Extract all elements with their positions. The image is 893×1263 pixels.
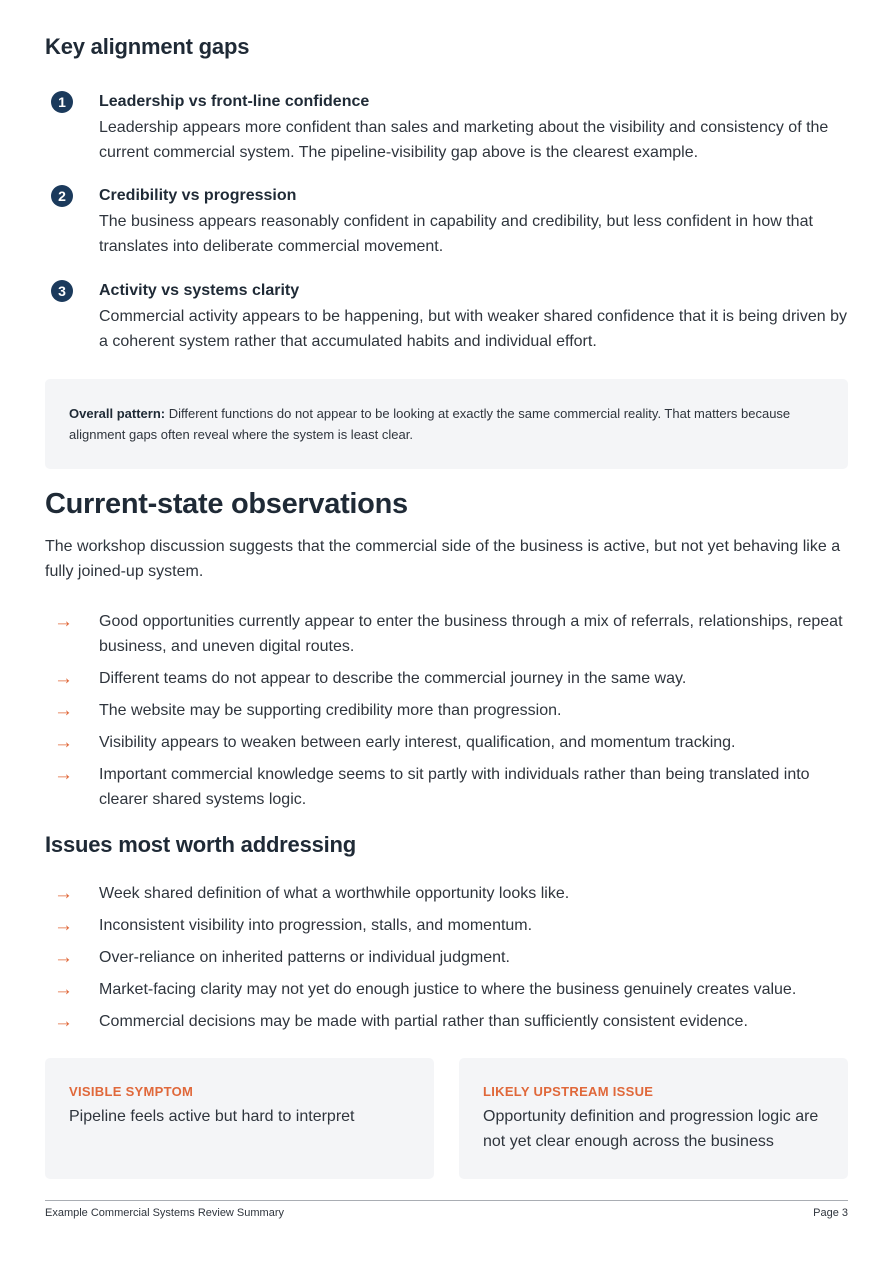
- alignment-section-heading: Key alignment gaps: [45, 34, 250, 59]
- list-item: [45, 881, 848, 906]
- observations-list: [45, 609, 848, 819]
- visible-symptom-card: [45, 1058, 434, 1179]
- gap-description: Commercial activity appears to be happening, but with weaker shared confidence that it is being driven by a coherent system rather that accumulated habits and individual effort.: [99, 308, 847, 350]
- alignment-gap-item: [45, 280, 848, 354]
- arrow-right-icon: →: [54, 700, 73, 721]
- overall-pattern-callout: [45, 379, 848, 469]
- number-badge-icon: 3: [51, 280, 73, 302]
- list-item: [45, 730, 848, 755]
- list-item: [45, 913, 848, 938]
- list-item: [45, 609, 848, 659]
- arrow-right-icon: →: [54, 883, 73, 904]
- gap-title: Leadership vs front-line confidence: [99, 93, 370, 110]
- list-item-text: Inconsistent visibility into progression, stalls, and momentum.: [99, 917, 533, 934]
- arrow-right-icon: →: [54, 764, 73, 785]
- arrow-right-icon: →: [54, 1011, 73, 1032]
- arrow-right-icon: →: [54, 732, 73, 753]
- alignment-gap-item: [45, 91, 848, 165]
- number-badge-icon: 1: [51, 91, 73, 113]
- list-item-text: Commercial decisions may be made with partial rather than sufficiently consistent evidence.: [99, 1013, 748, 1030]
- arrow-right-icon: →: [54, 947, 73, 968]
- arrow-right-icon: →: [54, 611, 73, 632]
- list-item: [45, 698, 848, 723]
- gap-description: The business appears reasonably confident in capability and credibility, but less confident in how that translates into deliberate commercial movement.: [99, 213, 813, 255]
- arrow-right-icon: →: [54, 668, 73, 689]
- list-item-text: Different teams do not appear to describe the commercial journey in the same way.: [99, 670, 687, 687]
- observations-section-heading: Current-state observations: [45, 488, 408, 520]
- list-item: [45, 945, 848, 970]
- card-text: Pipeline feels active but hard to interpret: [69, 1108, 355, 1125]
- issues-section-title-wrap: [45, 832, 356, 858]
- list-item-text: Good opportunities currently appear to enter the business through a mix of referrals, relationships, repeat business, and uneven digital routes.: [99, 613, 843, 655]
- card-label: VISIBLE SYMPTOM: [69, 1084, 194, 1099]
- alignment-section-title-wrap: [45, 34, 249, 60]
- list-item-text: Important commercial knowledge seems to sit partly with individuals rather than being translated into clearer shared systems logic.: [99, 766, 810, 808]
- observations-section-title-wrap: [45, 488, 408, 521]
- arrow-right-icon: →: [54, 979, 73, 1000]
- observations-intro: The workshop discussion suggests that the commercial side of the business is active, but not yet behaving like a fully joined-up system.: [45, 538, 841, 580]
- list-item: [45, 762, 848, 812]
- list-item-text: Market-facing clarity may not yet do enough justice to where the business genuinely creates value.: [99, 981, 797, 998]
- alignment-gap-item: [45, 185, 848, 259]
- list-item-text: The website may be supporting credibility more than progression.: [99, 702, 562, 719]
- arrow-right-icon: →: [54, 915, 73, 936]
- footer-divider: [45, 1200, 848, 1201]
- callout-text: Different functions do not appear to be looking at exactly the same commercial reality. That matters because alignment gaps often reveal where the system is least clear.: [69, 406, 791, 442]
- gap-description: Leadership appears more confident than sales and marketing about the visibility and consistency of the current commercial system. The pipeline-visibility gap above is the clearest example.: [99, 119, 829, 161]
- page-number: Page 3: [813, 1207, 848, 1219]
- list-item: [45, 1009, 848, 1034]
- list-item-text: Week shared definition of what a worthwhile opportunity looks like.: [99, 885, 570, 902]
- list-item-text: Over-reliance on inherited patterns or individual judgment.: [99, 949, 510, 966]
- upstream-issue-card: [459, 1058, 848, 1179]
- callout-label: Overall pattern:: [69, 406, 166, 421]
- gap-title: Activity vs systems clarity: [99, 282, 300, 299]
- list-item: [45, 666, 848, 691]
- issues-section-heading: Issues most worth addressing: [45, 832, 357, 857]
- card-label: LIKELY UPSTREAM ISSUE: [483, 1084, 654, 1099]
- list-item-text: Visibility appears to weaken between early interest, qualification, and momentum tracking.: [99, 734, 736, 751]
- number-badge-icon: 2: [51, 185, 73, 207]
- issues-list: [45, 881, 848, 1041]
- list-item: [45, 977, 848, 1002]
- footer-document-title: Example Commercial Systems Review Summary: [45, 1207, 284, 1219]
- card-text: Opportunity definition and progression logic are not yet clear enough across the business: [483, 1108, 819, 1150]
- gap-title: Credibility vs progression: [99, 187, 297, 204]
